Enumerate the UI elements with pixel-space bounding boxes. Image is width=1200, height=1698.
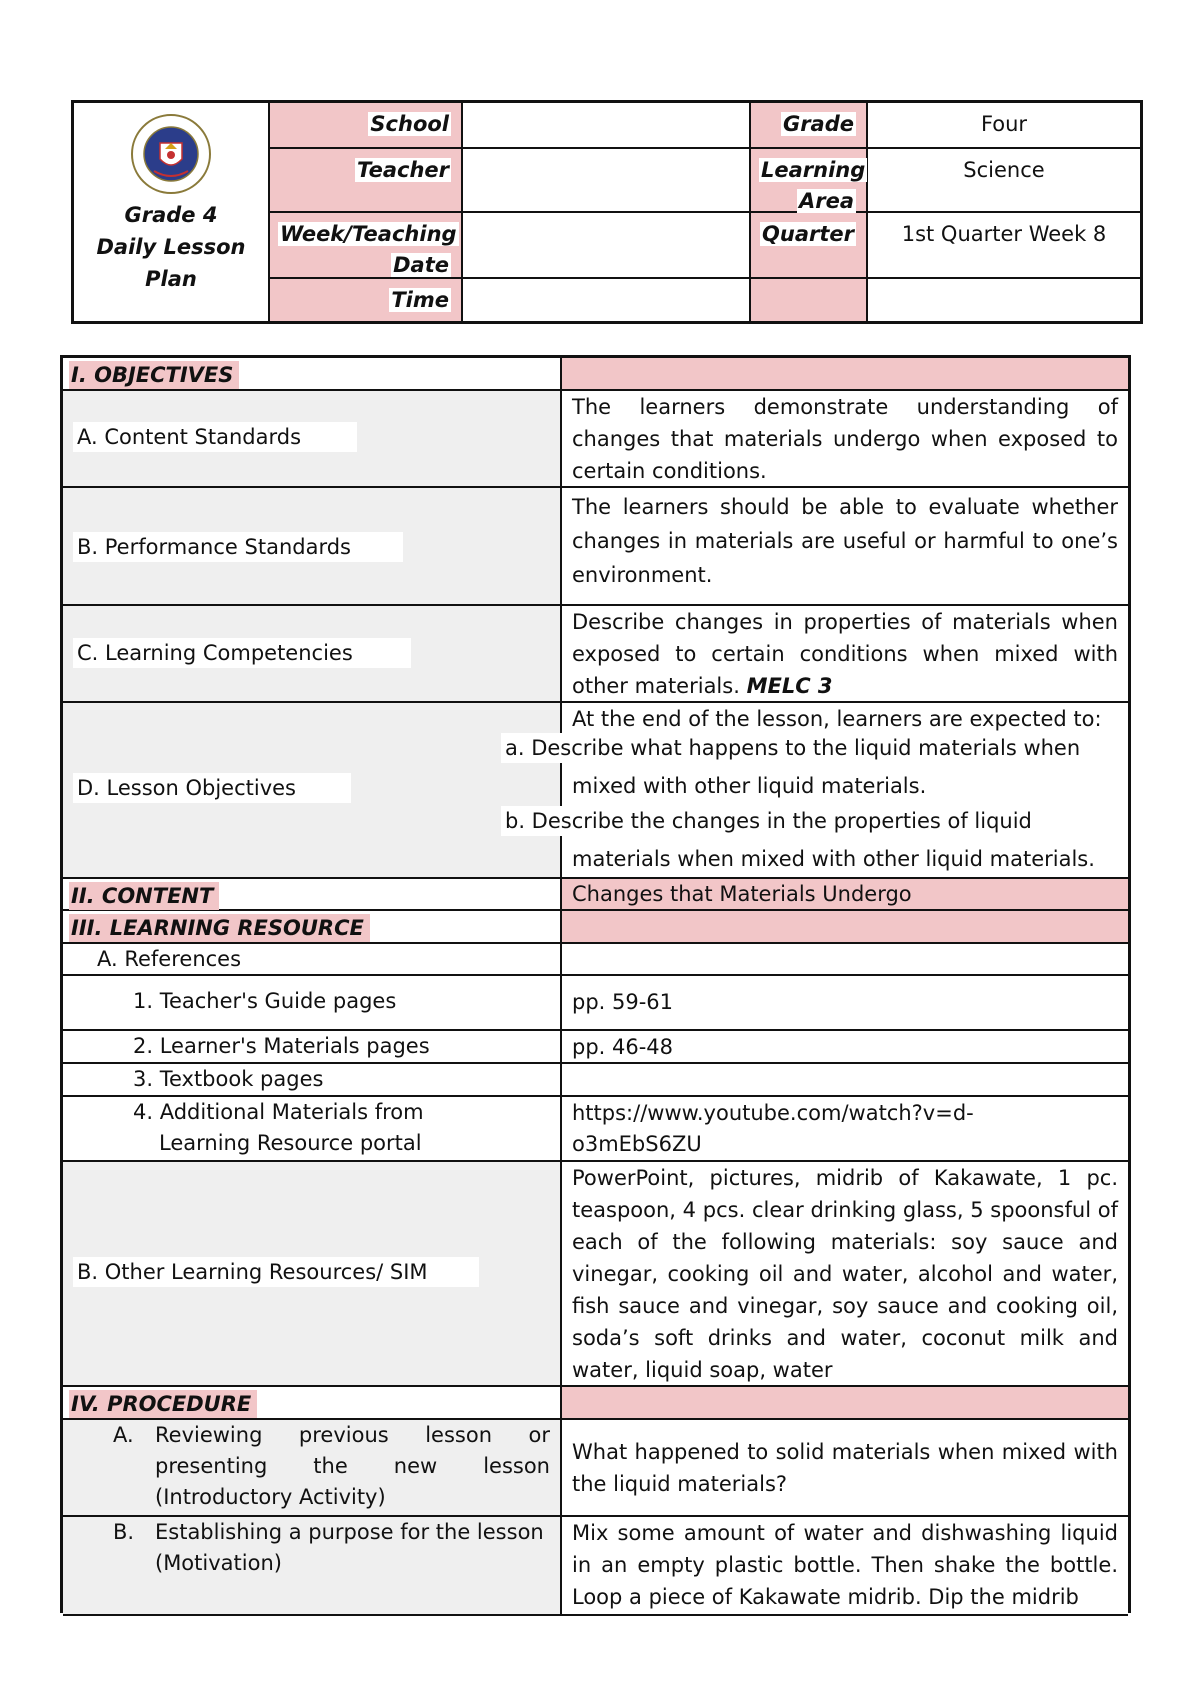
week-label-cell <box>270 213 463 279</box>
document-title-line3: Plan <box>145 267 197 291</box>
deped-seal-icon <box>130 113 212 195</box>
lesson-objective-b-2: materials when mixed with other liquid materials. <box>572 847 1095 871</box>
lesson-objectives-label: D. Lesson Objectives <box>73 773 351 803</box>
teacher-label: Teacher <box>356 158 449 182</box>
document-title <box>74 199 268 295</box>
additional-materials-row <box>63 1097 1128 1162</box>
week-value-cell <box>463 213 751 279</box>
learning-competencies-body: Describe changes in properties of materials when exposed to certain conditions when mixed with other materials. <box>572 610 1118 698</box>
grade-value: Four <box>980 112 1028 136</box>
learning-competencies-text <box>572 606 1118 702</box>
other-resources-row <box>63 1162 1128 1387</box>
procedure-a-label-3: (Introductory Activity) <box>155 1485 386 1509</box>
references-row <box>63 944 1128 976</box>
procedure-b-letter: B. <box>113 1520 135 1544</box>
textbook-row <box>63 1064 1128 1097</box>
procedure-b-text: Mix some amount of water and dishwashing liquid in an empty plastic bottle. Then shake the bottle. Loop a piece of Kakawate midrib. Dip the midrib <box>572 1521 1118 1609</box>
learners-materials-value: pp. 46-48 <box>572 1035 674 1059</box>
content-standards-label: A. Content Standards <box>73 422 357 452</box>
document-title-line2: Daily Lesson <box>96 235 246 259</box>
learning-area-value-cell <box>868 149 1140 213</box>
grade-value-cell <box>868 103 1140 149</box>
procedure-a-label-1: Reviewing previous lesson or <box>155 1423 550 1447</box>
content-standards-row <box>63 391 1128 488</box>
procedure-a-label-2: presenting the new lesson <box>155 1454 550 1478</box>
learning-area-label-1: Learning <box>761 158 866 182</box>
lesson-objectives-row <box>63 703 1128 879</box>
additional-materials-link-2[interactable]: o3mEbS6ZU <box>572 1132 702 1156</box>
learning-competencies-row <box>63 606 1128 703</box>
time-label: Time <box>391 288 449 312</box>
lesson-objective-a-1: a. Describe what happens to the liquid materials when <box>501 733 1084 763</box>
melc-code: MELC 3 <box>746 674 833 698</box>
grade-label-cell <box>751 103 868 149</box>
teacher-label-cell <box>270 149 463 213</box>
additional-materials-label-1: 4. Additional Materials from <box>123 1097 428 1127</box>
content-title: II. CONTENT <box>69 882 219 910</box>
school-label-cell <box>270 103 463 149</box>
procedure-a-label <box>155 1420 550 1513</box>
time-value-cell <box>463 279 751 321</box>
textbook-label: 3. Textbook pages <box>123 1064 327 1094</box>
school-value-cell <box>463 103 751 149</box>
lesson-objective-b-1: b. Describe the changes in the properties of liquid <box>501 806 1036 836</box>
week-label-2: Date <box>393 253 449 277</box>
teacher-value-cell <box>463 149 751 213</box>
content-row <box>63 879 1128 911</box>
objectives-header-row <box>63 358 1128 391</box>
procedure-title: IV. PROCEDURE <box>69 1390 257 1418</box>
grade-label: Grade <box>782 112 854 136</box>
performance-standards-row <box>63 488 1128 606</box>
other-resources-label: B. Other Learning Resources/ SIM <box>73 1257 479 1287</box>
lesson-objective-a-2: mixed with other liquid materials. <box>572 774 927 798</box>
teachers-guide-row <box>63 976 1128 1031</box>
performance-standards-label: B. Performance Standards <box>73 532 403 562</box>
lesson-plan-table <box>60 355 1131 1613</box>
time-label-cell <box>270 279 463 321</box>
school-label: School <box>370 112 449 136</box>
procedure-b-label-1: Establishing a purpose for the lesson <box>155 1520 544 1544</box>
quarter-value-cell <box>868 213 1140 279</box>
time-blank-value-cell <box>868 279 1140 321</box>
learning-resource-title: III. LEARNING RESOURCE <box>69 914 370 942</box>
procedure-b-label <box>155 1517 550 1579</box>
learners-materials-row <box>63 1031 1128 1064</box>
week-label-1: Week/Teaching <box>280 222 457 246</box>
additional-materials-link-1[interactable]: https://www.youtube.com/watch?v=d- <box>572 1101 974 1125</box>
procedure-a-row <box>63 1420 1128 1517</box>
document-title-line1: Grade 4 <box>124 203 218 227</box>
learning-area-label-2: Area <box>798 189 854 213</box>
quarter-value: 1st Quarter Week 8 <box>901 222 1107 246</box>
procedure-a-text: What happened to solid materials when mixed with the liquid materials? <box>572 1440 1118 1496</box>
learners-materials-label: 2. Learner's Materials pages <box>123 1031 434 1061</box>
procedure-b-label-2: (Motivation) <box>155 1551 282 1575</box>
procedure-b-row <box>63 1517 1128 1616</box>
lesson-objectives-intro: At the end of the lesson, learners are expected to: <box>572 707 1102 731</box>
header-table <box>71 100 1143 324</box>
references-label: A. References <box>93 944 245 974</box>
teachers-guide-value: pp. 59-61 <box>572 990 674 1014</box>
teachers-guide-label: 1. Teacher's Guide pages <box>73 986 400 1016</box>
additional-materials-label-2: Learning Resource portal <box>153 1128 426 1158</box>
learning-area-value: Science <box>963 158 1045 182</box>
logo-cell <box>74 103 270 321</box>
performance-standards-text: The learners should be able to evaluate whether changes in materials are useful or harmful to one’s environment. <box>572 495 1118 587</box>
content-standards-text: The learners demonstrate understanding of changes that materials undergo when exposed to certain conditions. <box>572 395 1118 483</box>
other-resources-text: PowerPoint, pictures, midrib of Kakawate, 1 pc. teaspoon, 4 pcs. clear drinking glass, 5 spoonsful of each of the following materials: soy sauce and vinegar, cooking oil and water, alcohol and water, fish sauce and vinegar, soy sauce and cooking oil, soda’s soft drinks and water, coconut milk and water, liquid soap, water <box>572 1166 1118 1382</box>
objectives-title: I. OBJECTIVES <box>69 361 239 389</box>
time-blank-label-cell <box>751 279 868 321</box>
procedure-a-letter: A. <box>113 1423 134 1447</box>
content-value: Changes that Materials Undergo <box>572 882 912 906</box>
quarter-label: Quarter <box>762 222 854 246</box>
learning-competencies-label: C. Learning Competencies <box>73 638 411 668</box>
learning-resource-header-row <box>63 911 1128 944</box>
procedure-header-row <box>63 1387 1128 1420</box>
learning-area-label-cell <box>751 149 868 213</box>
quarter-label-cell <box>751 213 868 279</box>
